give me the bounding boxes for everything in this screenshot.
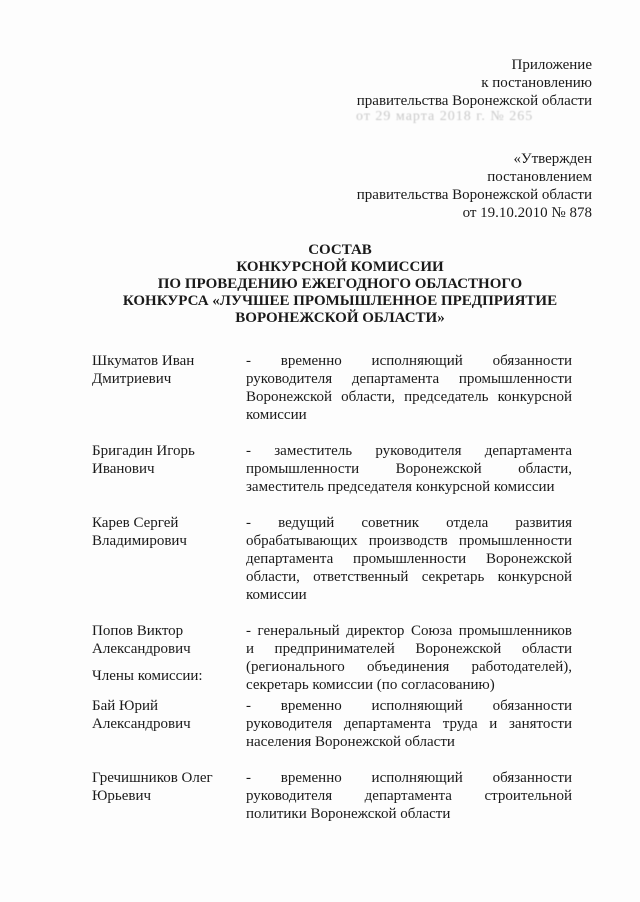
- approved-line-3: правительства Воронежской области: [356, 187, 592, 203]
- member-role: - генеральный директор Союза промышленников и предпринимателей Воронежской области (регионального объединения работодателей), секретарь комиссии (по согласованию): [246, 623, 572, 693]
- member-role: - заместитель руководителя департамента промышленности Воронежской области, заместитель председателя конкурсной комиссии: [246, 443, 572, 495]
- appendix-line-1: Приложение: [511, 57, 592, 73]
- document-title: [110, 242, 570, 327]
- title-line-4: КОНКУРСА «ЛУЧШЕЕ ПРОМЫШЛЕННОЕ ПРЕДПРИЯТИЕ: [122, 293, 558, 309]
- member-name: Шкуматов Иван Дмитриевич: [92, 353, 195, 387]
- commission-member: [92, 769, 572, 823]
- commission-member: [92, 442, 572, 496]
- member-role: - временно исполняющий обязанности руководителя департамента промышленности Воронежской области, председатель конкурсной комиссии: [246, 353, 572, 423]
- member-name: Бай Юрий Александрович: [92, 698, 191, 732]
- member-name: Карев Сергей Владимирович: [92, 515, 187, 549]
- commission-member: [92, 697, 572, 751]
- commission-member: [92, 514, 572, 604]
- member-name: Гречишников Олег Юрьевич: [92, 770, 213, 804]
- title-line-1: СОСТАВ: [308, 242, 372, 258]
- date-stamp: от 29 марта 2018 г. № 265: [356, 109, 534, 124]
- member-role: - временно исполняющий обязанности руководителя департамента труда и занятости населения Воронежской области: [246, 698, 572, 750]
- appendix-line-2: к постановлению: [481, 75, 592, 91]
- title-line-3: ПО ПРОВЕДЕНИЮ ЕЖЕГОДНОГО ОБЛАСТНОГО: [157, 276, 523, 292]
- title-line-2: КОНКУРСНОЙ КОМИССИИ: [236, 259, 444, 275]
- member-name: Бригадин Игорь Иванович: [92, 443, 195, 477]
- member-role: - временно исполняющий обязанности руководителя департамента строительной политики Воронежской области: [246, 770, 572, 822]
- approved-line-1: «Утвержден: [513, 151, 592, 167]
- leadership-list: [92, 352, 572, 712]
- members-list: [92, 697, 572, 841]
- appendix-header: [357, 56, 592, 110]
- member-role: - ведущий советник отдела развития обрабатывающих производств промышленности департамента промышленности Воронежской области, ответственный секретарь конкурсной комиссии: [246, 515, 572, 603]
- approved-line-4: от 19.10.2010 № 878: [462, 205, 592, 221]
- members-section-label: Члены комиссии:: [92, 668, 203, 684]
- approved-line-2: постановлением: [487, 169, 592, 185]
- appendix-line-3: правительства Воронежской области: [356, 93, 592, 109]
- title-line-5: ВОРОНЕЖСКОЙ ОБЛАСТИ»: [235, 310, 445, 326]
- member-name: Попов Виктор Александрович: [92, 623, 191, 657]
- commission-member: [92, 352, 572, 424]
- approved-header: [357, 150, 592, 222]
